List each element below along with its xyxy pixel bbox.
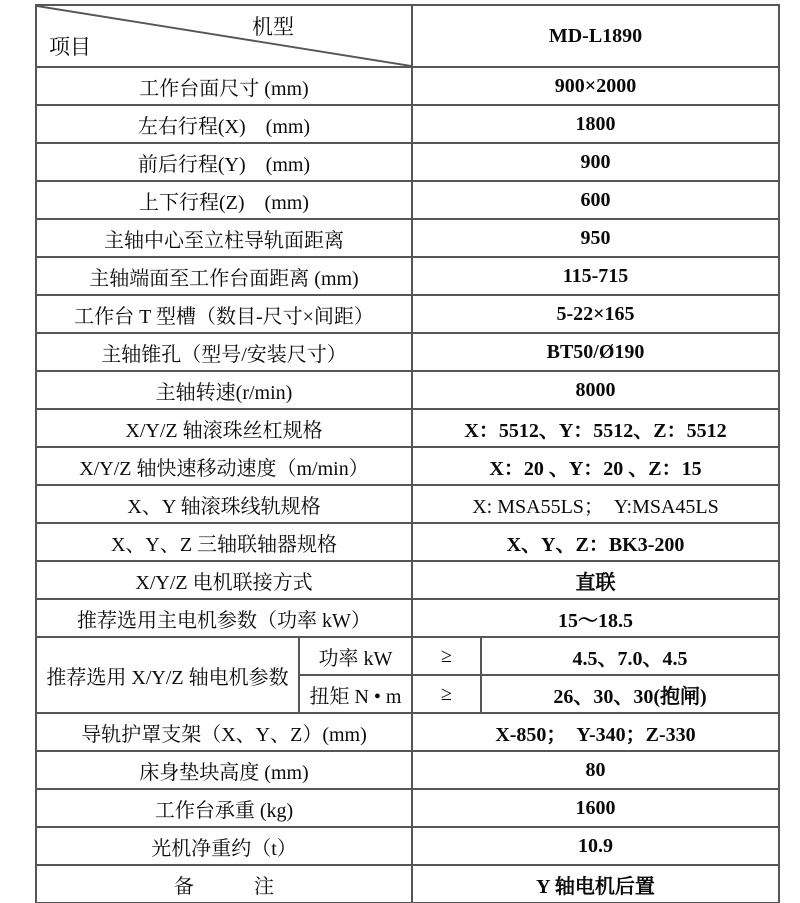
spec-row-guard-bracket: [36, 713, 779, 751]
spec-label: X、Y、Z 三轴联轴器规格: [36, 523, 412, 561]
motor-param-row-power: [36, 637, 779, 675]
spec-value: X-850； Y-340；Z-330: [412, 713, 779, 751]
spec-row-coupling: [36, 523, 779, 561]
header-item-axis-label: 项目: [49, 35, 91, 59]
spec-label: X/Y/Z 轴快速移动速度（m/min）: [36, 447, 412, 485]
spec-label: 工作台面尺寸 (mm): [36, 67, 412, 105]
header-row: [36, 5, 779, 67]
gte-operator: ≥: [412, 675, 481, 713]
spec-row-net-weight: [36, 827, 779, 865]
spec-row-ballscrew: [36, 409, 779, 447]
spec-value: 1800: [412, 105, 779, 143]
spec-label: 前后行程(Y) (mm): [36, 143, 412, 181]
spec-label: X/Y/Z 电机联接方式: [36, 561, 412, 599]
spec-value: X: MSA55LS； Y:MSA45LS: [412, 485, 779, 523]
spec-label: 上下行程(Z) (mm): [36, 181, 412, 219]
spec-label: 床身垫块高度 (mm): [36, 751, 412, 789]
spec-row-remarks: [36, 865, 779, 903]
spec-label: 推荐选用主电机参数（功率 kW）: [36, 599, 412, 637]
spec-value: 8000: [412, 371, 779, 409]
spec-row-t-slots: [36, 295, 779, 333]
spec-row-linear-guide: [36, 485, 779, 523]
spec-value: 1600: [412, 789, 779, 827]
spec-label: 工作台承重 (kg): [36, 789, 412, 827]
machine-spec-table: [35, 4, 780, 903]
spec-value: 115-715: [412, 257, 779, 295]
spec-row-motor-connection: [36, 561, 779, 599]
spec-label: 光机净重约（t）: [36, 827, 412, 865]
spec-label: X/Y/Z 轴滚珠丝杠规格: [36, 409, 412, 447]
spec-row-x-travel: [36, 105, 779, 143]
spec-value: 5-22×165: [412, 295, 779, 333]
spec-label: 主轴转速(r/min): [36, 371, 412, 409]
spec-row-spindle-to-table: [36, 257, 779, 295]
header-model-axis-label: 机型: [252, 15, 294, 39]
spec-value: 直联: [412, 561, 779, 599]
spec-label: 备 注: [36, 865, 412, 903]
spec-label: 导轨护罩支架（X、Y、Z）(mm): [36, 713, 412, 751]
spec-row-bed-block-height: [36, 751, 779, 789]
motor-param-name: 扭矩 N • m: [299, 675, 412, 713]
spec-value: 10.9: [412, 827, 779, 865]
spec-value: 900×2000: [412, 67, 779, 105]
spec-value: 950: [412, 219, 779, 257]
spec-label: X、Y 轴滚珠线轨规格: [36, 485, 412, 523]
spec-value: 600: [412, 181, 779, 219]
spec-value: X：5512、Y：5512、Z：5512: [412, 409, 779, 447]
spec-row-y-travel: [36, 143, 779, 181]
spec-value: X、Y、Z：BK3-200: [412, 523, 779, 561]
spec-value: 80: [412, 751, 779, 789]
spec-row-main-motor-power: [36, 599, 779, 637]
spec-row-spindle-speed: [36, 371, 779, 409]
motor-param-value: 4.5、7.0、4.5: [481, 637, 779, 675]
spec-row-table-load: [36, 789, 779, 827]
spec-label: 主轴端面至工作台面距离 (mm): [36, 257, 412, 295]
gte-operator: ≥: [412, 637, 481, 675]
spec-label: 工作台 T 型槽（数目-尺寸×间距）: [36, 295, 412, 333]
motor-param-value: 26、30、30(抱闸): [481, 675, 779, 713]
header-diagonal-cell: [36, 5, 412, 67]
spec-row-spindle-to-column: [36, 219, 779, 257]
spec-row-spindle-taper: [36, 333, 779, 371]
spec-label: 主轴中心至立柱导轨面距离: [36, 219, 412, 257]
spec-value: BT50/Ø190: [412, 333, 779, 371]
motor-param-group-label: 推荐选用 X/Y/Z 轴电机参数: [36, 637, 299, 713]
spec-label: 左右行程(X) (mm): [36, 105, 412, 143]
spec-value: 15～18.5: [412, 599, 779, 637]
motor-param-name: 功率 kW: [299, 637, 412, 675]
spec-value: X：20 、Y：20 、Z：15: [412, 447, 779, 485]
spec-row-table-size: [36, 67, 779, 105]
header-model-value: MD-L1890: [412, 5, 779, 67]
diagonal-line: [37, 6, 411, 66]
spec-row-rapid-speed: [36, 447, 779, 485]
spec-label: 主轴锥孔（型号/安装尺寸）: [36, 333, 412, 371]
spec-value: 900: [412, 143, 779, 181]
spec-row-z-travel: [36, 181, 779, 219]
spec-value: Y 轴电机后置: [412, 865, 779, 903]
